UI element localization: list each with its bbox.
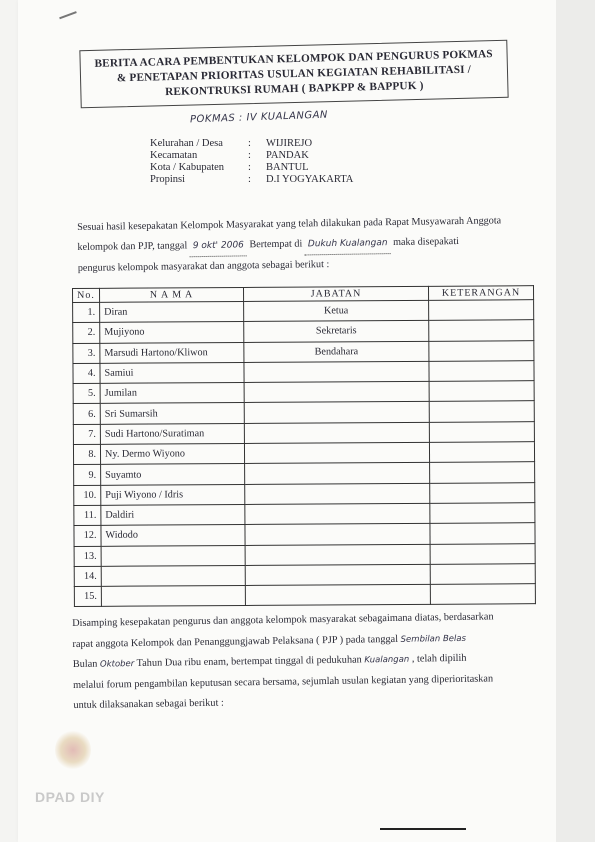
info-row — [150, 150, 353, 162]
intro-text-3: Bertempat di — [249, 238, 303, 251]
intro-paragraph — [77, 211, 538, 279]
info-row — [150, 162, 353, 174]
title-line-1: BERITA ACARA PEMBENTUKAN KELOMPOK DAN PENGURUS POKMAS — [94, 48, 493, 70]
cell-keterangan — [429, 340, 534, 361]
cell-no: 1. — [73, 302, 100, 322]
cell-no: 3. — [73, 343, 100, 363]
decision-text-5: , telah dipilih — [411, 652, 467, 665]
cell-nama: Daldiri — [101, 504, 245, 525]
archive-watermark: DPAD DIY — [35, 789, 105, 805]
cell-keterangan — [429, 401, 534, 422]
cell-keterangan — [430, 523, 535, 544]
cell-nama: Ny. Dermo Wiyono — [100, 444, 244, 465]
cell-jabatan — [245, 564, 430, 585]
cell-nama: Widodo — [101, 525, 245, 546]
info-label: Kelurahan / Desa — [150, 138, 223, 149]
cell-nama — [101, 586, 245, 607]
cell-no: 10. — [74, 485, 101, 505]
handwritten-date: Sembilan Belas — [400, 633, 467, 645]
decision-text-1: Disamping kesepakatan pengurus dan anggota kelompok masyarakat sebagaimana diatas, berdasarkan — [72, 611, 494, 629]
table-row — [74, 462, 535, 485]
info-colon: : — [248, 150, 251, 161]
cell-keterangan — [430, 482, 535, 503]
cell-keterangan — [429, 442, 534, 463]
bottom-line — [380, 828, 466, 830]
decision-text-7: untuk dilaksanakan sebagai berikut : — [73, 697, 224, 711]
cell-no: 8. — [73, 444, 100, 464]
info-row — [150, 138, 353, 150]
cell-jabatan: Sekretaris — [244, 321, 429, 342]
table-row — [74, 523, 535, 546]
header-jabatan: JABATAN — [243, 286, 428, 301]
table-row — [74, 564, 535, 587]
intro-text-1: Sesuai hasil kesepakatan Kelompok Masyarakat yang telah dilakukan pada Rapat Musyawarah Anggota — [77, 215, 502, 233]
table-row — [73, 340, 534, 363]
cell-nama: Jumilan — [100, 383, 244, 404]
meeting-place-field: Dukuh Kualangan — [305, 233, 391, 255]
cell-jabatan — [245, 483, 430, 504]
decision-text-6: melalui forum pengambilan keputusan secara bersama, sejumlah usulan kegiatan yang diperioritaskan — [73, 672, 494, 691]
cell-no: 15. — [74, 586, 101, 606]
handwritten-month: Oktober — [99, 659, 135, 670]
handwritten-place: Kualangan — [364, 654, 410, 666]
cell-jabatan — [245, 544, 430, 565]
cell-jabatan — [245, 463, 430, 484]
meeting-date-field: 9 okt' 2006 — [190, 235, 247, 257]
cell-no: 9. — [74, 465, 101, 485]
info-value: WIJIREJO — [266, 138, 313, 149]
cell-jabatan — [245, 524, 430, 545]
table-row — [73, 300, 534, 323]
table-row — [73, 442, 534, 465]
page-edge — [556, 0, 595, 842]
table-row — [74, 482, 535, 505]
title-line-3: REKONTRUKSI RUMAH ( BAPKPP & BAPPUK ) — [165, 79, 424, 99]
cell-no: 6. — [73, 404, 100, 424]
cell-no: 14. — [74, 566, 101, 586]
cell-jabatan — [244, 402, 429, 423]
document-title-box — [79, 40, 508, 108]
cell-nama — [101, 565, 245, 586]
cell-jabatan — [245, 584, 430, 605]
cell-no: 2. — [73, 323, 100, 343]
cell-no: 12. — [74, 526, 101, 546]
location-info — [150, 138, 353, 186]
header-keterangan: KETERANGAN — [428, 286, 533, 301]
cell-jabatan: Ketua — [244, 300, 429, 321]
decision-text-3: Bulan — [72, 658, 98, 670]
intro-text-4: maka disepakati — [392, 236, 460, 249]
cell-jabatan — [244, 361, 429, 382]
cell-keterangan — [429, 320, 534, 341]
cell-keterangan — [430, 564, 535, 585]
cell-nama: Diran — [100, 301, 244, 322]
cell-no: 11. — [74, 505, 101, 525]
info-colon: : — [248, 162, 251, 173]
cell-keterangan — [430, 462, 535, 483]
cell-jabatan — [244, 442, 429, 463]
info-label: Kota / Kabupaten — [150, 162, 225, 173]
cell-nama: Puji Wiyono / Idris — [101, 484, 245, 505]
handwritten-group-name: POKMAS : IV KUALANGAN — [189, 109, 329, 126]
cell-keterangan — [430, 503, 535, 524]
cell-nama: Suyamto — [101, 464, 245, 485]
intro-text-2: kelompok dan PJP, tanggal — [77, 240, 188, 253]
cell-keterangan — [429, 300, 534, 321]
header-no: No. — [73, 288, 100, 302]
info-label: Kecamatan — [150, 150, 198, 161]
cell-nama: Sudi Hartono/Suratiman — [100, 423, 244, 444]
info-value: D.I YOGYAKARTA — [266, 174, 354, 185]
table-row — [74, 543, 535, 566]
cell-no: 4. — [73, 363, 100, 383]
info-colon: : — [248, 138, 251, 149]
table-row — [73, 401, 534, 424]
header-nama: N A M A — [100, 287, 244, 302]
cell-no: 13. — [74, 546, 101, 566]
cell-no: 5. — [73, 384, 100, 404]
table-row — [73, 320, 534, 343]
table-row — [73, 381, 534, 404]
cell-keterangan — [430, 543, 535, 564]
intro-text-5: pengurus kelompok masyarakat dan anggota sebagai berikut : — [77, 259, 330, 274]
cell-nama: Samiui — [100, 362, 244, 383]
info-row — [150, 174, 353, 186]
members-table — [72, 285, 536, 607]
cell-keterangan — [429, 381, 534, 402]
cell-jabatan — [244, 382, 429, 403]
info-value: BANTUL — [266, 162, 309, 173]
decision-text-2: rapat anggota Kelompok dan Penanggungjawab Pelaksana ( PJP ) pada tanggal — [72, 633, 399, 650]
cell-nama: Mujiyono — [100, 322, 244, 343]
table-row — [74, 503, 535, 526]
title-line-2: & PENETAPAN PRIORITAS USULAN KEGIATAN REHABILITASI / — [116, 63, 472, 85]
cell-keterangan — [430, 584, 535, 605]
cell-jabatan — [244, 422, 429, 443]
table-row — [74, 584, 535, 607]
table-row — [73, 421, 534, 444]
archive-seal-logo — [55, 730, 91, 770]
decision-text-4: Tahun Dua ribu enam, bertempat tinggal di pedukuhan — [136, 654, 362, 669]
cell-jabatan: Bendahara — [244, 341, 429, 362]
cell-keterangan — [429, 361, 534, 382]
table-row — [73, 361, 534, 384]
cell-nama — [101, 545, 245, 566]
info-colon: : — [248, 174, 251, 185]
cell-nama: Sri Sumarsih — [100, 403, 244, 424]
cell-nama: Marsudi Hartono/Kliwon — [100, 342, 244, 363]
cell-keterangan — [429, 421, 534, 442]
info-value: PANDAK — [266, 150, 309, 161]
cell-no: 7. — [73, 424, 100, 444]
decision-paragraph — [72, 607, 549, 717]
info-label: Propinsi — [150, 174, 186, 185]
cell-jabatan — [245, 503, 430, 524]
